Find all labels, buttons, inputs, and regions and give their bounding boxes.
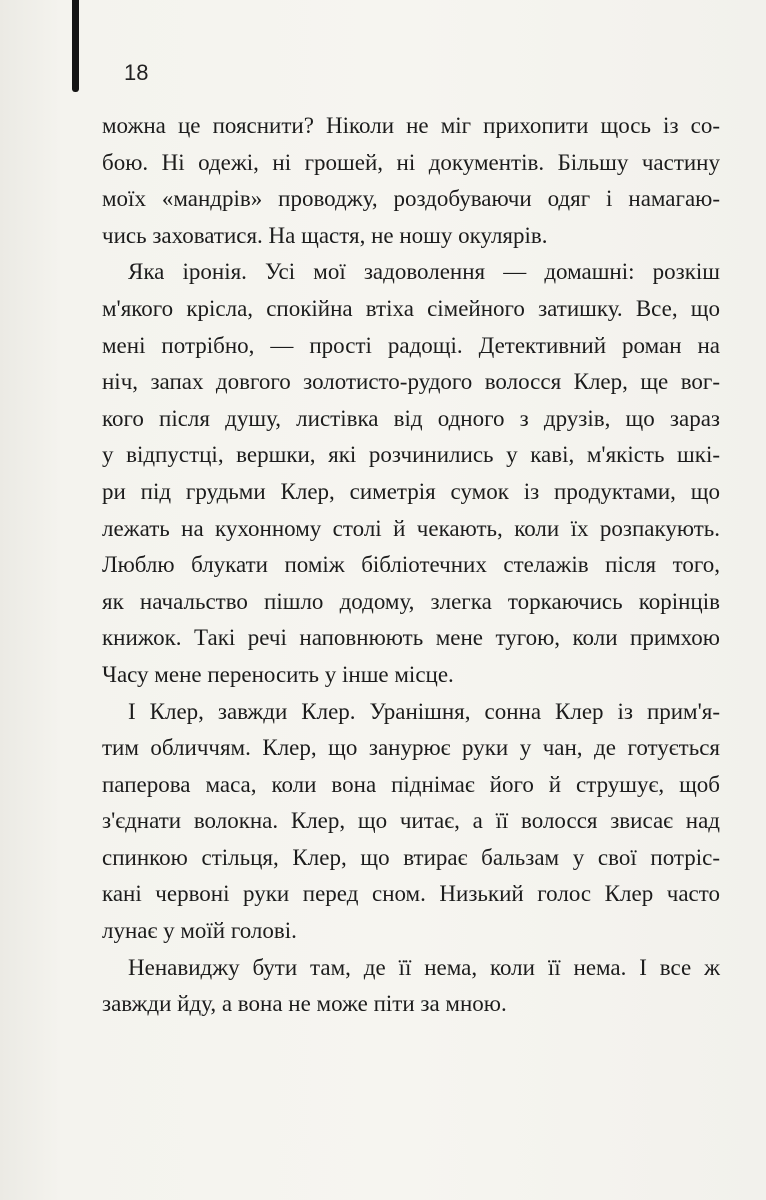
text-line: тим обличчям. Клер, що занурює руки у чан, де готується bbox=[102, 735, 720, 761]
paragraph bbox=[102, 950, 720, 1023]
text-line: ри під грудьми Клер, симетрія сумок із продуктами, що bbox=[102, 478, 720, 504]
text-line: у відпустці, вершки, які розчинились у каві, м'якість шкі- bbox=[102, 442, 720, 468]
text-line: чись заховатися. На щастя, не ношу окулярів. bbox=[102, 222, 548, 248]
text-line: кані червоні руки перед сном. Низький голос Клер часто bbox=[102, 881, 720, 907]
text-line: лежать на кухонному столі й чекають, коли їх розпакують. bbox=[102, 515, 720, 541]
body-text bbox=[102, 108, 720, 1023]
page-number: 18 bbox=[124, 60, 149, 85]
text-line: І Клер, завжди Клер. Уранішня, сонна Клер із прим'я- bbox=[128, 698, 720, 724]
text-line: бою. Ні одежі, ні грошей, ні документів. Більшу частину bbox=[102, 149, 720, 175]
text-line: Часу мене переносить у інше місце. bbox=[102, 661, 454, 687]
text-line: книжок. Такі речі наповнюють мене тугою, коли примхою bbox=[102, 625, 720, 651]
text-line: кого після душу, листівка від одного з друзів, що зараз bbox=[102, 405, 720, 431]
text-line: Яка іронія. Усі мої задоволення — домашні: розкіш bbox=[128, 259, 720, 285]
text-line: з'єднати волокна. Клер, що читає, а її волосся звисає над bbox=[102, 808, 720, 834]
text-line: спинкою стільця, Клер, що втирає бальзам у свої потріс- bbox=[102, 844, 720, 870]
text-line: паперова маса, коли вона піднімає його й струшує, щоб bbox=[102, 771, 720, 797]
paragraph bbox=[102, 254, 720, 693]
text-line: Ненавиджу бути там, де її нема, коли її нема. І все ж bbox=[128, 954, 720, 980]
text-line: можна це пояснити? Ніколи не міг прихопити щось із со- bbox=[102, 113, 720, 138]
text-line: ніч, запах довгого золотисто-рудого волосся Клер, ще вог- bbox=[102, 369, 720, 395]
paragraph bbox=[102, 694, 720, 950]
text-line: мені потрібно, — прості радощі. Детективний роман на bbox=[102, 332, 720, 358]
text-line: лунає у моїй голові. bbox=[102, 918, 297, 944]
text-line: завжди йду, а вона не може піти за мною. bbox=[102, 991, 507, 1017]
text-line: як начальство пішло додому, злегка торкаючись корінців bbox=[102, 588, 720, 614]
paragraph bbox=[102, 108, 720, 254]
text-line: Люблю блукати поміж бібліотечних стелажів після того, bbox=[102, 552, 720, 578]
page-edge-shadow bbox=[72, 0, 79, 92]
text-line: моїх «мандрів» проводжу, роздобуваючи одяг і намагаю- bbox=[102, 186, 720, 212]
text-line: м'якого крісла, спокійна втіха сімейного затишку. Все, що bbox=[102, 295, 720, 321]
